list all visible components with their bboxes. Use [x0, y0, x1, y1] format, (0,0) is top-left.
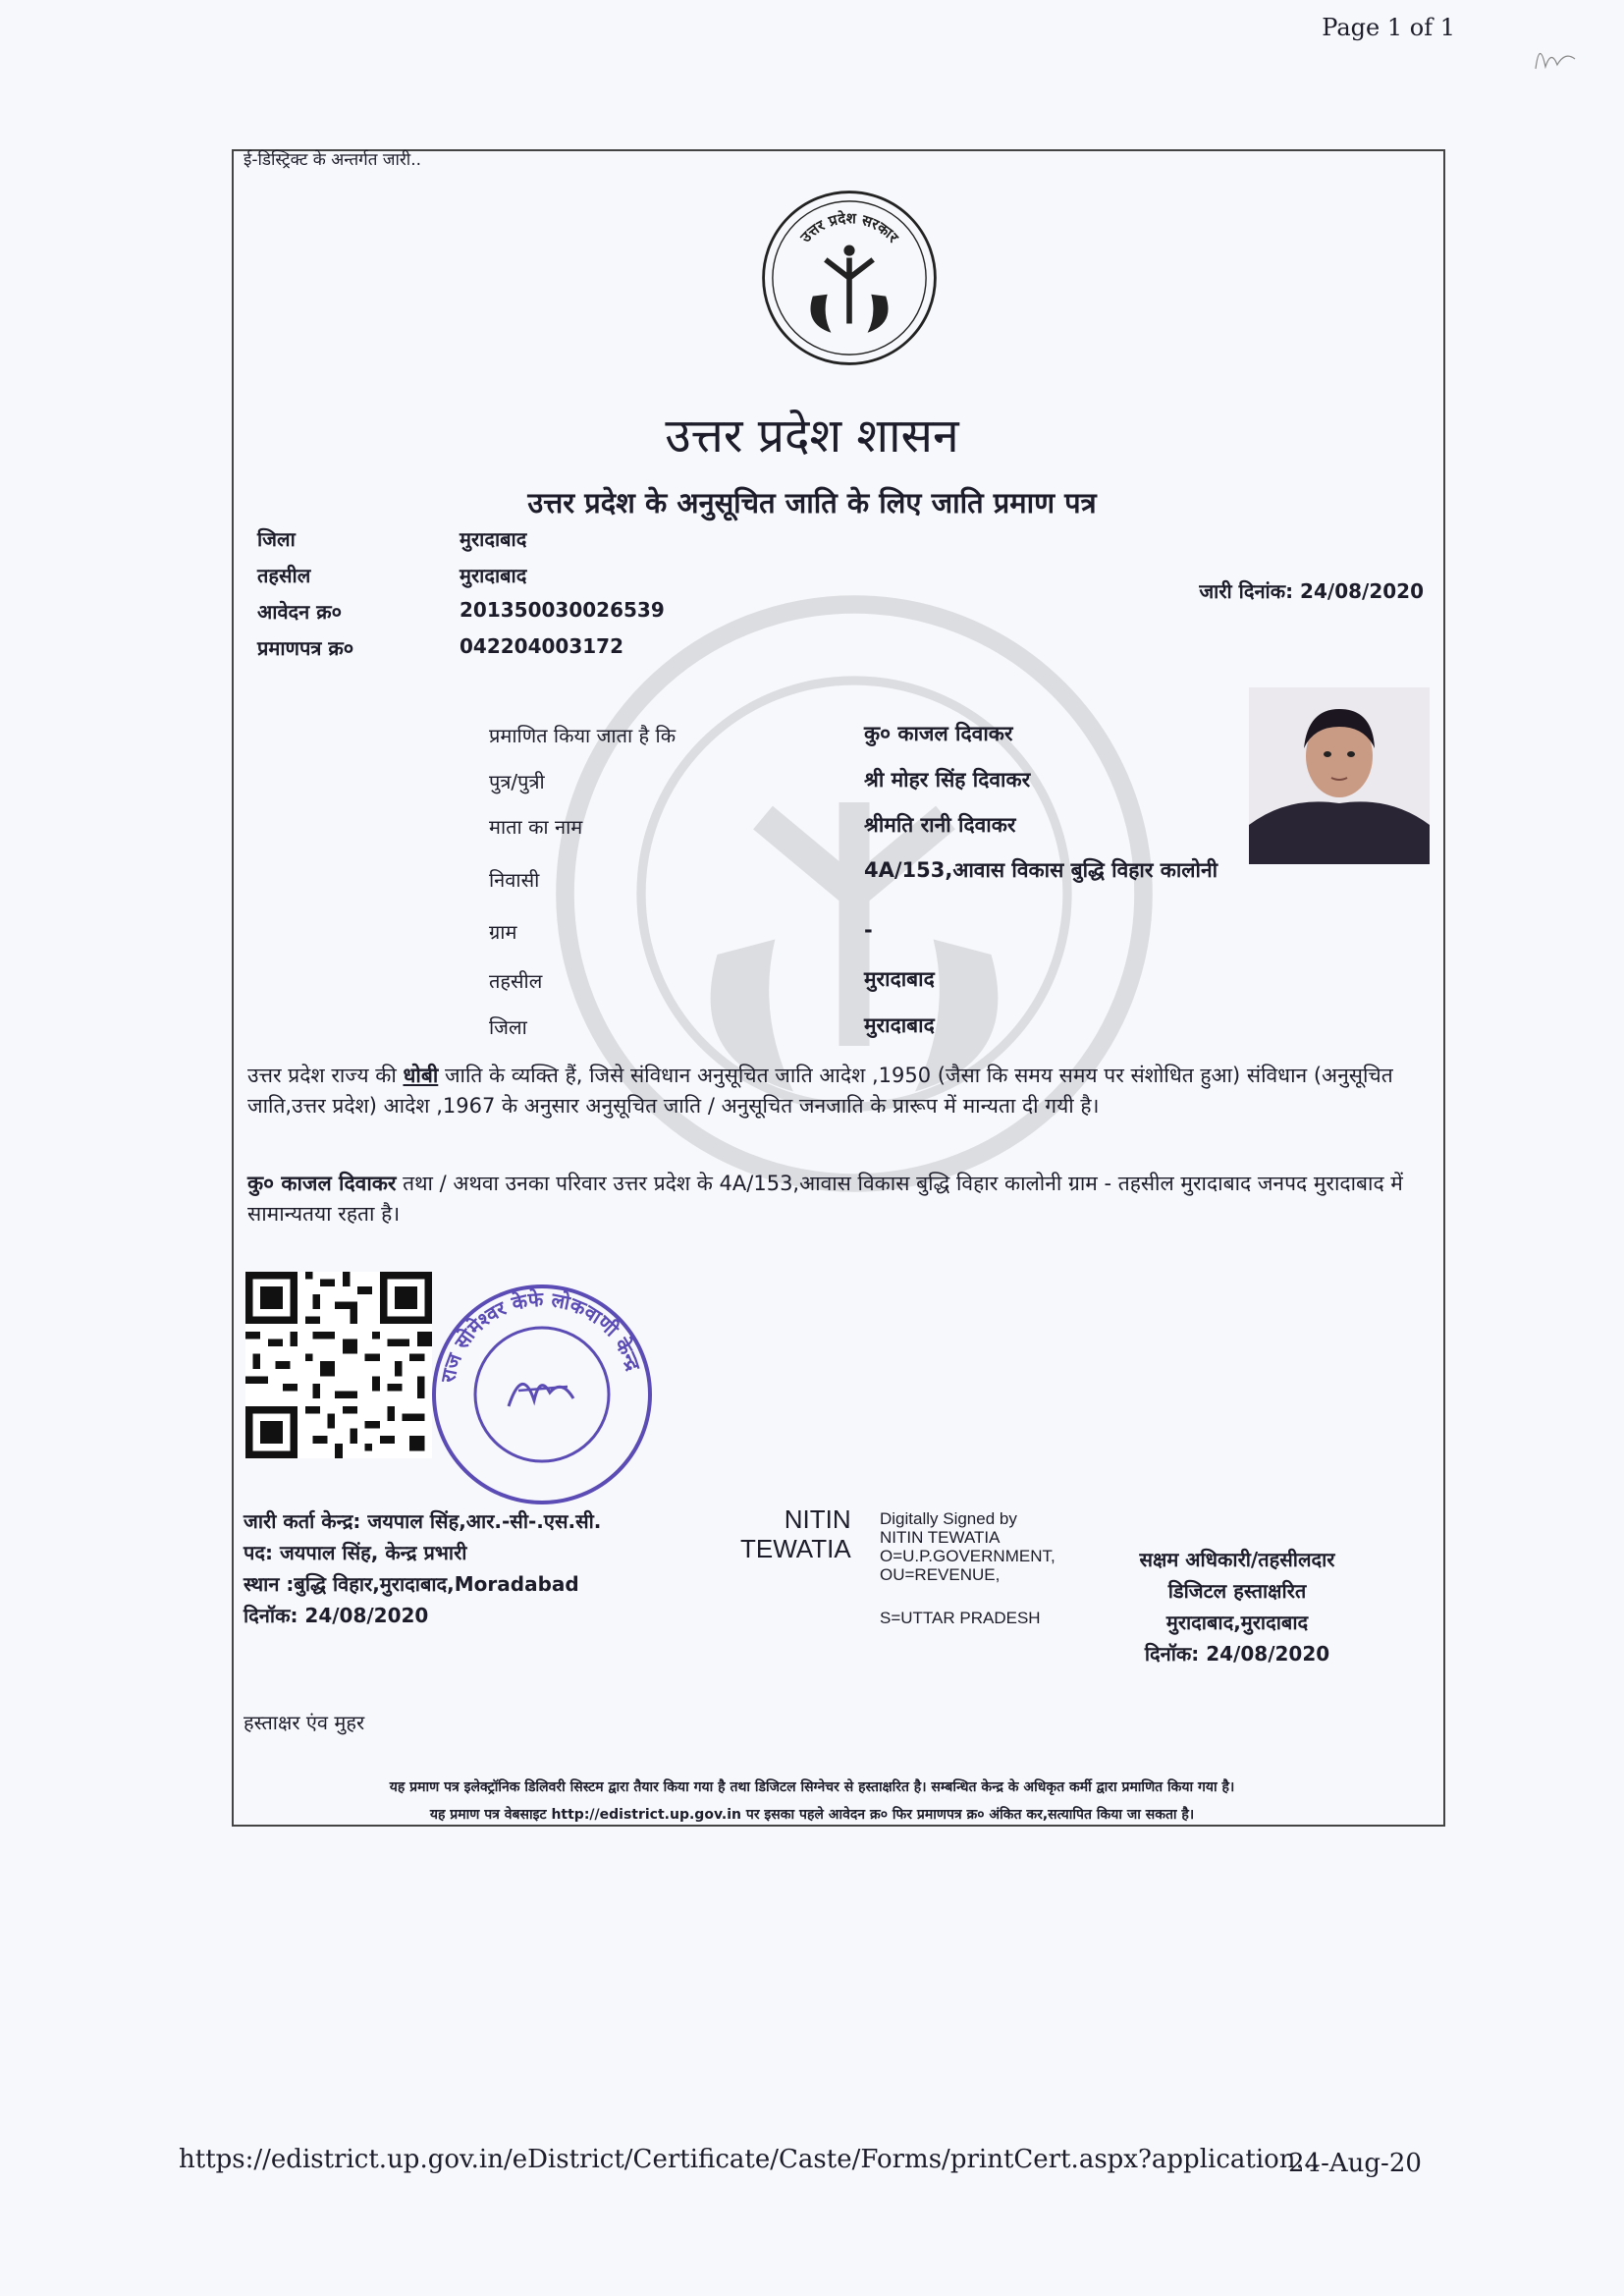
resident-label: निवासी [489, 868, 540, 892]
print-date: 24-Aug-20 [1288, 2149, 1422, 2178]
authority-location: मुरादाबाद,मुरादाबाद [1165, 1611, 1309, 1634]
issuing-center-block [244, 1505, 601, 1631]
qr-code [245, 1272, 432, 1458]
signature-line-3: O=U.P.GOVERNMENT, [880, 1547, 1056, 1565]
district-value: मुरादाबाद [460, 527, 527, 551]
mother-name: श्रीमति रानी दिवाकर [864, 813, 1016, 837]
mother-name-label: माता का नाम [489, 815, 583, 839]
issued-under-note: ई-डिस्ट्रिक्ट के अन्तर्गत जारी.. [244, 150, 422, 170]
application-no-value: 201350030026539 [460, 598, 665, 622]
signature-line-5: S=UTTAR PRADESH [880, 1609, 1041, 1627]
residence-applicant-name: कु० काजल दिवाकर [247, 1172, 397, 1195]
son-daughter-of-label: पुत्र/पुत्री [489, 770, 545, 793]
footer-note-generation: यह प्रमाण पत्र इलेक्ट्रॉनिक डिलिवरी सिस्टम द्वारा तैयार किया गया है तथा डिजिटल सिग्नेचर से हस्ताक्षरित है। सम्बन्धित केन्द्र के अधिकृत कर्मी द्वारा प्रमाणित किया गया है। [389, 1779, 1235, 1795]
village-value: - [864, 918, 873, 942]
caste-declaration-paragraph [247, 1061, 1426, 1121]
svg-text:राज सोमेश्वर केफे लोकवाणी केन्: राज सोमेश्वर केफे लोकवाणी केन्द्र [435, 1286, 646, 1385]
field-tehsil-label: तहसील [489, 969, 543, 993]
tehsil-label: तहसील [257, 564, 311, 587]
field-tehsil-value: मुरादाबाद [864, 967, 935, 991]
signature-line-4: OU=REVENUE, [880, 1565, 1001, 1584]
certificate-no-label: प्रमाणपत्र क्र० [257, 636, 354, 660]
digital-signature-details [880, 1509, 1056, 1584]
body-text-rest: जाति के व्यक्ति हैं, जिसे संविधान अनुसूचित जाति आदेश ,1950 (जैसा कि समय समय पर संशोधित हुआ) संविधान (अनुसूचित जाति,उत्तर प्रदेश) आदेश ,1967 के अनुसार अनुसूचित जाति / अनुसूचित जनजाति के प्रारूप में मान्यता दी गयी है। [247, 1064, 1393, 1118]
svg-text:उत्तर प्रदेश सरकार: उत्तर प्रदेश सरकार [796, 209, 902, 246]
issuer-post: पद: जयपाल सिंह, केन्द्र प्रभारी [244, 1541, 467, 1564]
applicant-photo [1249, 687, 1430, 864]
authority-date: दिनॉक: 24/08/2020 [1144, 1642, 1330, 1666]
caste-name: धोबी [403, 1064, 439, 1087]
body-text-start: उत्तर प्रदेश राज्य की [247, 1064, 404, 1087]
signer-last-name: TEWATIA [740, 1534, 851, 1563]
authority-digital-signed: डिजिटल हस्ताक्षरित [1167, 1579, 1307, 1603]
handwritten-mark [1526, 29, 1585, 88]
issuer-date: दिनॉक: 24/08/2020 [244, 1604, 429, 1627]
field-district-label: जिला [489, 1015, 527, 1039]
signature-line-1: Digitally Signed by [880, 1509, 1017, 1528]
authority-title: सक्षम अधिकारी/तहसीलदार [1139, 1548, 1335, 1571]
village-label: ग्राम [489, 920, 517, 944]
signature-line-2: NITIN TEWATIA [880, 1528, 1001, 1547]
competent-authority-block [1090, 1544, 1384, 1669]
certificate-subheading: उत्तर प्रदेश के अनुसूचित जाति के लिए जाति प्रमाण पत्र [527, 486, 1097, 519]
footer-note-verification: यह प्रमाण पत्र वेबसाइट http://edistrict.up.gov.in पर इसका पहले आवेदन क्र० फिर प्रमाणपत्र क्र० अंकित कर,सत्यापित किया जा सकता है। [429, 1807, 1195, 1823]
main-heading: उत्तर प्रदेश शासन [665, 409, 959, 464]
residence-text: तथा / अथवा उनका परिवार उत्तर प्रदेश के 4A/153,आवास विकास बुद्धि विहार कालोनी ग्राम - तहसील मुरादाबाद जनपद मुरादाबाद में सामान्यतया रहता है। [247, 1172, 1403, 1226]
district-label: जिला [257, 527, 296, 551]
signature-and-seal-label: हस्ताक्षर एंव मुहर [244, 1711, 365, 1734]
residence-paragraph [247, 1169, 1426, 1230]
rubber-stamp-seal [424, 1277, 660, 1512]
print-url: https://edistrict.up.gov.in/eDistrict/Certificate/Caste/Forms/printCert.aspx?application... [179, 2145, 1321, 2174]
field-district-value: मुरादाबाद [864, 1013, 935, 1037]
issuing-center: जारी कर्ता केन्द्र: जयपाल सिंह,आर.-सी-.एस.सी. [244, 1509, 602, 1533]
certified-that-label: प्रमाणित किया जाता है कि [489, 724, 677, 747]
application-no-label: आवेदन क्र० [257, 600, 343, 624]
resident-address: 4A/153,आवास विकास बुद्धि विहार कालोनी [864, 858, 1218, 882]
certificate-no-value: 042204003172 [460, 634, 623, 658]
father-name: श्री मोहर सिंह दिवाकर [864, 768, 1031, 792]
applicant-name: कु० काजल दिवाकर [864, 722, 1013, 745]
issuer-place: स्थान :बुद्धि विहार,मुरादाबाद,Moradabad [244, 1572, 579, 1596]
tehsil-value: मुरादाबाद [460, 564, 527, 587]
signer-first-name: NITIN [784, 1504, 851, 1534]
issue-date: जारी दिनांक: 24/08/2020 [1199, 579, 1424, 603]
digital-signer-name [740, 1504, 851, 1563]
state-emblem-logo [758, 187, 941, 369]
page-number-label: Page 1 of 1 [1322, 14, 1455, 41]
